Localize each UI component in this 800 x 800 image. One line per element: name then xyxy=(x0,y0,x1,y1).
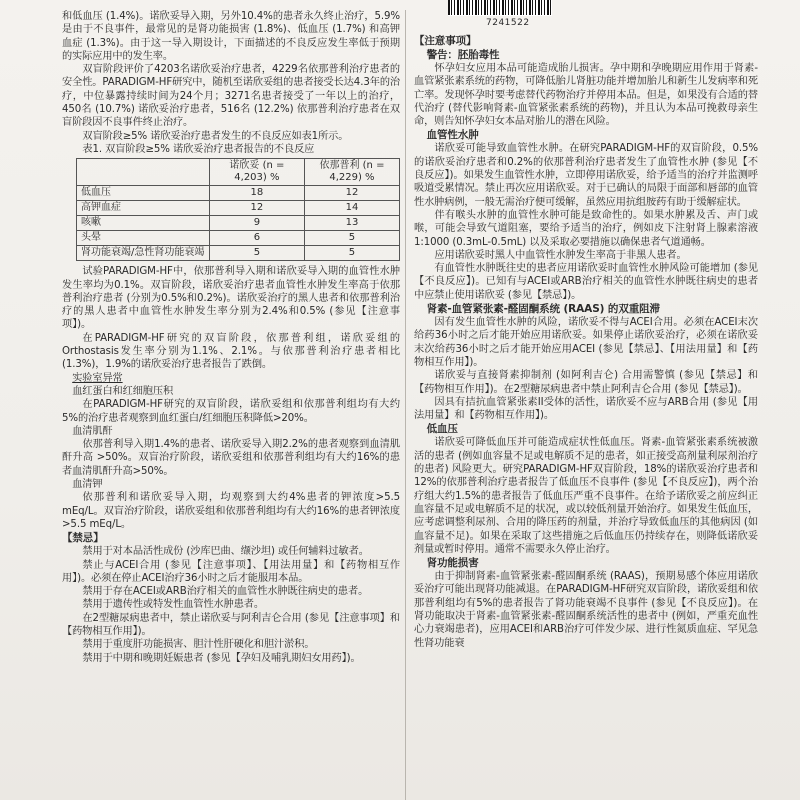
warning-heading: 警告：胚胎毒性 xyxy=(426,49,500,61)
paragraph: 诺欣妥与直接肾素抑制剂 (如阿利吉仑) 合用需警慎 (参见【禁忌】和【药物相互作用】)。在2型糖尿病患者中禁止阿利吉仑合用 (参见【禁忌】)。 xyxy=(414,370,758,395)
table-caption: 表1. 双盲阶段≥5% 诺欣妥治疗患者报告的不良反应 xyxy=(82,143,315,155)
table-cell-value: 12 xyxy=(209,201,304,216)
angioedema-heading: 血管性水肿 xyxy=(426,129,479,142)
table-header-row xyxy=(77,159,400,186)
paragraph: 怀孕妇女应用本品可能造成胎儿损害。孕中期和孕晚期应用作用于肾素-血管紧张素系统的药物，可降低胎儿肾脏功能并增加胎儿和新生儿发病率和死亡率。发现怀孕时要考虑替代药物治疗并停用本品。但是，如果没有合适的替代治疗 (替代影响肾素-血管紧张素系统的药物)，并且认为本品可挽救母亲生命，则告知怀孕妇女本品对胎儿的潜在风险。 xyxy=(414,63,758,128)
paragraph: 依那普利导入期1.4%的患者、诺欣妥导入期2.2%的患者观察到血清肌酐升高 >50%。双盲治疗阶段，诺欣妥组和依那普利组均有大约16%的患者血清肌酐升高>50%。 xyxy=(62,439,400,477)
paragraph: 在PARADIGM-HF研究的双盲阶段，诺欣妥组和依那普利组均有大约5%的治疗患者观察到血红蛋白/红细胞压积降低>20%。 xyxy=(62,399,400,424)
table-cell-value: 5 xyxy=(304,246,399,261)
table-row xyxy=(77,201,400,216)
contraindication-item: 在2型糖尿病患者中，禁止诺欣妥与阿利吉仑合用 (参见【注意事项】和【药物相互作用】)。 xyxy=(62,612,400,637)
adverse-reactions-table xyxy=(76,158,400,261)
contraindication-item: 禁止与ACEI合用 (参见【注意事项】、【用法用量】和【药物相互作用】)。必须在停止ACEI治疗36小时之后才能服用本品。 xyxy=(62,559,400,584)
contraindication-item: 禁用于存在ACEI或ARB治疗相关的血管性水肿既往病史的患者。 xyxy=(82,586,369,598)
paragraph: 应用诺欣妥时黑人中血管性水肿发生率高于非黑人患者。 xyxy=(434,249,687,261)
column-divider xyxy=(405,10,406,800)
paragraph: 在PARADIGM-HF研究的双盲阶段，依那普利组，诺欣妥组的Orthostasis发生率分别为1.1%、2.1%。与依那普利治疗患者相比 (1.3%)，1.9%的诺欣妥治疗患者报告了跌倒。 xyxy=(62,332,400,371)
barcode xyxy=(448,0,552,16)
paragraph: 双盲阶段≥5% 诺欣妥治疗患者发生的不良反应如表1所示。 xyxy=(82,130,349,142)
table-row xyxy=(77,246,400,261)
hypotension-heading: 低血压 xyxy=(426,423,458,436)
contraindications-heading: 【禁忌】 xyxy=(62,532,104,545)
table-header-enalapril: 依那普利 (n = 4,229) % xyxy=(304,159,399,186)
lab-section-title: 实验室异常 xyxy=(72,372,123,384)
table-cell-value: 6 xyxy=(209,231,304,246)
paragraph: 试验PARADIGM-HF中，依那普利导入期和诺欣妥导入期的血管性水肿发生率均为0.1%。双盲阶段，诺欣妥治疗患者血管性水肿发生率高于依那普利治疗患者 (分别为0.5%和0.2%)。诺欣妥治疗的黑人患者和依那普利治疗的黑人患者中血管性水肿发生率分别为2.4%和0.5% (参见【注意事项】)。 xyxy=(62,266,400,331)
paragraph: 诺欣妥可降低血压并可能造成症状性低血压。肾素-血管紧张素系统被激活的患者 (例如血容量不足或电解质不足的患者，如正接受高剂量利尿剂治疗的患者) 风险更大。研究PARADIGM-HF双盲阶段，18%的诺欣妥治疗患者和12%的依那普利治疗患者报告了低血压不良事件 (参见【不良反应】)，两个治疗组大约1.5%的患者报告了低血压严重不良事件。在给予诺欣妥之前应纠正血容量不足或电解质不足的状况，或以较低剂量开始治疗。如果发生低血压，应考虑调整利尿剂、合用的降压药的剂量，并治疗导致低血压的其他病因 (如血容量不足)。如果在采取了这些措施之后低血压仍持续存在，则降低诺欣妥剂量或暂时停用。通常不需要永久停止治疗。 xyxy=(414,437,758,555)
table-cell-value: 5 xyxy=(304,231,399,246)
table-header-entresto: 诺欣妥 (n = 4,203) % xyxy=(209,159,304,186)
paragraph: 由于抑制肾素-血管紧张素-醛固酮系统 (RAAS)，预期易感个体应用诺欣妥治疗可能出现肾功能减退。在PARADIGM-HF研究双盲阶段，诺欣妥组和依那普利组均有5%的患者报告了肾功能衰竭不良事件 (参见【不良反应】)。在肾功能取决于肾素-血管紧张素-醛固酮系统活性的患者中 (例如，严重充血性心力衰竭患者)，应用ACEI和ARB治疗可伴发少尿、进行性氮质血症、罕见急性肾功能衰 xyxy=(414,571,758,649)
table-row xyxy=(77,231,400,246)
table-cell-value: 14 xyxy=(304,201,399,216)
contraindication-item: 禁用于中期和晚期妊娠患者 (参见【孕妇及哺乳期妇女用药】)。 xyxy=(82,652,361,664)
lab-subtitle: 血红蛋白和红细胞压积 xyxy=(72,385,174,397)
contraindication-item: 禁用于对本品活性成份 (沙库巴曲、缬沙坦) 或任何辅料过敏者。 xyxy=(82,546,369,558)
paragraph: 双盲阶段评价了4203名诺欣妥治疗患者，4229名依那普利治疗患者的安全性。PARADIGM-HF研究中，随机至诺欣妥组的患者接受长达4.3年的治疗，中位暴露持续时间为24个月；3271名患者接受了一年以上的治疗，450名 (10.7%) 诺欣妥治疗患者，516名 (12.2%) 依那普利治疗患者在双盲阶段因不良事件终止治疗。 xyxy=(62,64,400,129)
paragraph: 因有发生血管性水肿的风险，诺欣妥不得与ACEI合用。必须在ACEI末次给药36小时之后才能开始应用诺欣妥。如果停止诺欣妥治疗，必须在诺欣妥末次给药36小时之后才能开始应用ACEI (参见【禁忌】、【用法用量】和【药物相互作用】)。 xyxy=(414,317,758,368)
table-cell-value: 5 xyxy=(209,246,304,261)
table-cell-value: 12 xyxy=(304,186,399,201)
table-cell-value: 9 xyxy=(209,216,304,231)
lab-subtitle: 血清肌酐 xyxy=(72,425,113,437)
contraindication-item: 禁用于遗传性或特发性血管性水肿患者。 xyxy=(82,599,264,611)
raas-heading: 肾素-血管紧张素-醛固酮系统 (RAAS) 的双重阻滞 xyxy=(426,303,660,316)
table-row xyxy=(77,186,400,201)
paragraph: 依那普利和诺欣妥导入期，均观察到大约4%患者的钾浓度>5.5 mEq/L。双盲治疗阶段，诺欣妥组和依那普利组均有大约16%的患者钾浓度>5.5 mEq/L。 xyxy=(62,492,400,530)
table-cell-name: 高钾血症 xyxy=(77,201,210,216)
table-cell-name: 头晕 xyxy=(77,231,210,246)
paragraph: 有血管性水肿既往史的患者应用诺欣妥时血管性水肿风险可能增加 (参见【不良反应】)。已知有与ACEI或ARB治疗相关的血管性水肿既往病史的患者中应禁止使用诺欣妥 (参见【禁忌】)。 xyxy=(414,263,758,301)
lab-subtitle: 血清钾 xyxy=(72,479,103,491)
paragraph: 诺欣妥可能导致血管性水肿。在研究PARADIGM-HF的双盲阶段，0.5%的诺欣妥治疗患者和0.2%的依那普利治疗患者发生了血管性水肿 (参见【不良反应】)。如果发生血管性水肿，立即停用诺欣妥，给予适当的治疗并监测呼吸道受累情况。禁止再次应用诺欣妥。对于已确认的局限于面部和唇部的血管性水肿病例，一般无需治疗便可缓解，虽然应用抗组胺药有助于缓解症状。 xyxy=(414,143,758,208)
paragraph: 因具有拮抗血管紧张素II受体的活性，诺欣妥不应与ARB合用 (参见【用法用量】和【药物相互作用】)。 xyxy=(414,396,758,422)
right-column xyxy=(414,34,758,800)
table-cell-value: 13 xyxy=(304,216,399,231)
table-cell-name: 咳嗽 xyxy=(77,216,210,231)
left-column xyxy=(62,10,400,800)
contraindication-item: 禁用于重度肝功能损害、胆汁性肝硬化和胆汁淤积。 xyxy=(82,639,315,651)
renal-heading: 肾功能损害 xyxy=(426,557,479,570)
paragraph: 伴有喉头水肿的血管性水肿可能是致命性的。如果水肿累及舌、声门或喉，可能会导致气道阻塞，要给予适当的治疗，例如皮下注射肾上腺素溶液1:1000 (0.3mL-0.5mL) 以及采取必要措施以确保患者气道通畅。 xyxy=(414,209,758,248)
table-row xyxy=(77,216,400,231)
barcode-number: 7241522 xyxy=(486,18,530,28)
table-cell-name: 低血压 xyxy=(77,186,210,201)
table-cell-name: 肾功能衰竭/急性肾功能衰竭 xyxy=(77,246,210,261)
precautions-heading: 【注意事项】 xyxy=(414,35,477,47)
paragraph: 和低血压 (1.4%)。诺欣妥导入期，另外10.4%的患者永久终止治疗，5.9%是由于不良事件，最常见的是肾功能损害 (1.8%)、低血压 (1.7%) 和高钾血症 (1.3%)。由于这一导入期设计，下面描述的不良反应发生率低于预期的实际应用中的发生率。 xyxy=(62,11,400,62)
table-header-blank xyxy=(77,159,210,186)
table-cell-value: 18 xyxy=(209,186,304,201)
